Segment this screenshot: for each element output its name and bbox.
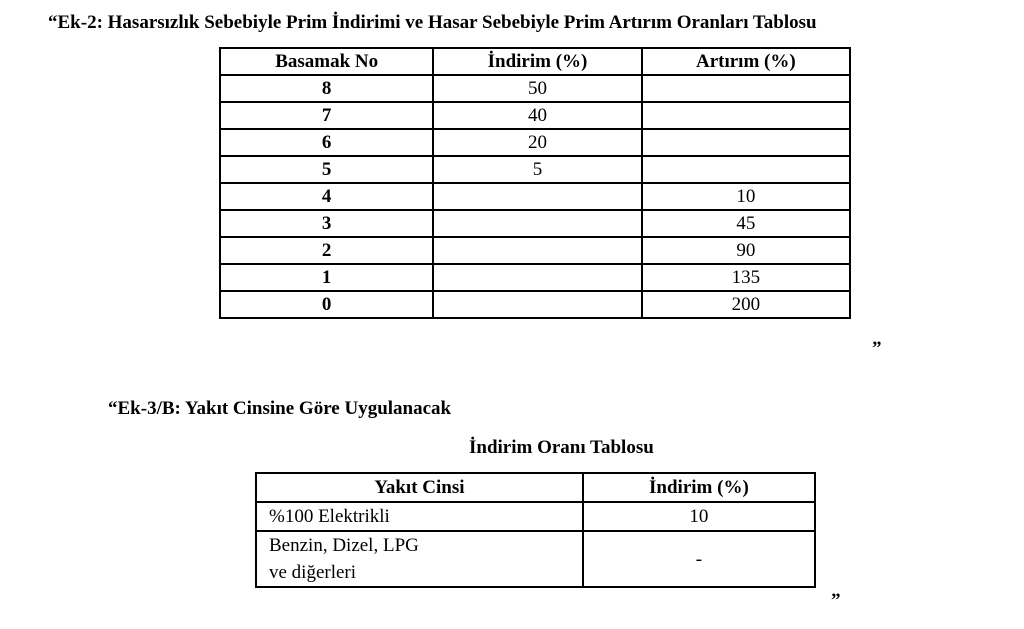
fuel-line2: ve diğerleri <box>269 562 357 583</box>
table-header-row <box>220 48 850 75</box>
cell-increase <box>642 102 850 129</box>
cell-fuel-type <box>256 502 583 531</box>
table-row <box>220 237 850 264</box>
fuel-discount-table <box>255 472 816 588</box>
ek3b-closing-quote: ” <box>831 590 841 611</box>
ek2-closing-quote: ” <box>872 338 882 359</box>
cell-step: 0 <box>220 291 433 318</box>
cell-increase: 90 <box>642 237 850 264</box>
cell-increase: 200 <box>642 291 850 318</box>
cell-step: 3 <box>220 210 433 237</box>
cell-discount <box>433 210 641 237</box>
header-artirim: Artırım (%) <box>642 48 850 75</box>
cell-increase <box>642 129 850 156</box>
table-row <box>220 156 850 183</box>
cell-step: 1 <box>220 264 433 291</box>
table-row <box>220 75 850 102</box>
table-row <box>256 531 815 587</box>
cell-increase <box>642 75 850 102</box>
table-row <box>256 502 815 531</box>
cell-discount: - <box>583 531 815 587</box>
cell-discount <box>433 183 641 210</box>
table-row <box>220 264 850 291</box>
cell-step: 6 <box>220 129 433 156</box>
header-indirim: İndirim (%) <box>433 48 641 75</box>
cell-fuel-type <box>256 531 583 587</box>
table-row <box>220 183 850 210</box>
cell-step: 5 <box>220 156 433 183</box>
table-row <box>220 210 850 237</box>
cell-discount: 50 <box>433 75 641 102</box>
header-indirim: İndirim (%) <box>583 473 815 502</box>
ek3b-title-line1: “Ek-3/B: Yakıt Cinsine Göre Uygulanacak <box>108 398 452 419</box>
table-row <box>220 102 850 129</box>
ek3b-title-line2: İndirim Oranı Tablosu <box>469 437 654 458</box>
fuel-line1: %100 Elektrikli <box>269 506 390 527</box>
premium-rate-table <box>219 47 851 319</box>
cell-discount: 10 <box>583 502 815 531</box>
cell-discount <box>433 291 641 318</box>
cell-increase: 45 <box>642 210 850 237</box>
cell-step: 2 <box>220 237 433 264</box>
cell-increase: 135 <box>642 264 850 291</box>
table-row <box>220 129 850 156</box>
cell-discount: 40 <box>433 102 641 129</box>
table-header-row <box>256 473 815 502</box>
ek2-title: “Ek-2: Hasarsızlık Sebebiyle Prim İndirimi ve Hasar Sebebiyle Prim Artırım Oranları Tablosu <box>48 12 817 33</box>
cell-increase <box>642 156 850 183</box>
cell-step: 8 <box>220 75 433 102</box>
cell-discount: 5 <box>433 156 641 183</box>
header-basamak-no: Basamak No <box>220 48 433 75</box>
cell-discount <box>433 237 641 264</box>
cell-step: 7 <box>220 102 433 129</box>
cell-discount <box>433 264 641 291</box>
fuel-line1: Benzin, Dizel, LPG <box>269 535 419 556</box>
cell-discount: 20 <box>433 129 641 156</box>
cell-increase: 10 <box>642 183 850 210</box>
header-yakit-cinsi: Yakıt Cinsi <box>256 473 583 502</box>
cell-step: 4 <box>220 183 433 210</box>
table-row <box>220 291 850 318</box>
